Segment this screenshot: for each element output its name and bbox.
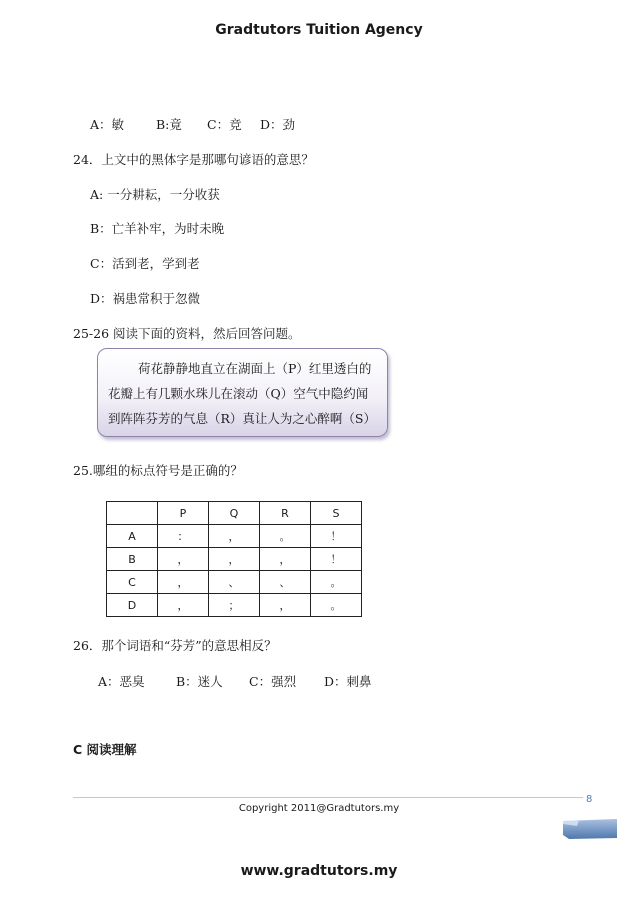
table-cell: ， bbox=[209, 525, 260, 548]
q24-option-b: B：亡羊补牢，为时未晚 bbox=[90, 221, 225, 236]
passage-line-2: 花瓣上有几颗水珠儿在滚动（Q）空气中隐约闻 bbox=[108, 386, 369, 401]
page-header-title: Gradtutors Tuition Agency bbox=[215, 22, 423, 38]
table-cell: ； bbox=[209, 594, 260, 617]
passage-line-3: 到阵阵芬芳的气息（R）真让人为之心醉啊（S） bbox=[108, 411, 376, 426]
table-cell: ， bbox=[158, 571, 209, 594]
q26-question: 26．那个词语和“芬芳”的意思相反？ bbox=[73, 638, 277, 653]
page-corner-decoration-icon bbox=[561, 818, 619, 844]
q23-options bbox=[90, 115, 295, 133]
table-cell: C bbox=[107, 571, 158, 594]
table-cell: 、 bbox=[209, 571, 260, 594]
table-cell: D bbox=[107, 594, 158, 617]
punctuation-table bbox=[106, 501, 362, 617]
section-heading: C 阅读理解 bbox=[73, 742, 137, 757]
footer-divider bbox=[73, 797, 583, 798]
table-cell: ， bbox=[260, 548, 311, 571]
q24-option-c: C：活到老，学到老 bbox=[90, 256, 200, 271]
table-row bbox=[107, 548, 362, 571]
table-cell: ， bbox=[260, 594, 311, 617]
q24-question: 24．上文中的黑体字是那哪句谚语的意思？ bbox=[73, 152, 314, 167]
q26-option-b: B：迷人 bbox=[176, 674, 223, 689]
table-cell: B bbox=[107, 548, 158, 571]
q26-option-d: D：刺鼻 bbox=[324, 674, 372, 689]
table-row bbox=[107, 594, 362, 617]
q23-option-b: B:竟 bbox=[156, 117, 182, 132]
table-row bbox=[107, 525, 362, 548]
q24-option-d: D：祸患常积于忽微 bbox=[90, 291, 201, 306]
q25-26-intro: 25-26 阅读下面的资料，然后回答问题。 bbox=[73, 326, 301, 341]
table-header-cell: R bbox=[260, 502, 311, 525]
q23-option-c: C：竞 bbox=[207, 117, 242, 132]
q26-options bbox=[98, 672, 372, 690]
footer-url: www.gradtutors.my bbox=[240, 863, 398, 879]
table-cell: 。 bbox=[260, 525, 311, 548]
table-cell: 、 bbox=[260, 571, 311, 594]
table-cell: A bbox=[107, 525, 158, 548]
table-cell: ： bbox=[158, 525, 209, 548]
table-cell: ！ bbox=[311, 548, 362, 571]
q24-option-a: A: 一分耕耘，一分收获 bbox=[90, 187, 220, 202]
table-cell: 。 bbox=[311, 571, 362, 594]
table-header-cell: S bbox=[311, 502, 362, 525]
table-header-cell: P bbox=[158, 502, 209, 525]
table-header-cell bbox=[107, 502, 158, 525]
q23-option-a: A：敏 bbox=[90, 117, 125, 132]
passage-line-1: 荷花静静地直立在湖面上（P）红里透白的 bbox=[138, 361, 372, 376]
table-cell: 。 bbox=[311, 594, 362, 617]
passage-box bbox=[97, 348, 388, 437]
q23-option-d: D：劲 bbox=[260, 117, 296, 132]
table-cell: ， bbox=[158, 594, 209, 617]
q26-option-c: C：强烈 bbox=[249, 674, 297, 689]
table-row bbox=[107, 571, 362, 594]
table-cell: ， bbox=[158, 548, 209, 571]
copyright-text: Copyright 2011@Gradtutors.my bbox=[238, 803, 400, 814]
table-header-cell: Q bbox=[209, 502, 260, 525]
table-header-row bbox=[107, 502, 362, 525]
q25-question: 25.哪组的标点符号是正确的？ bbox=[73, 463, 243, 478]
page-number: 8 bbox=[586, 794, 593, 805]
table-cell: ！ bbox=[311, 525, 362, 548]
table-cell: ， bbox=[209, 548, 260, 571]
q26-option-a: A：恶臭 bbox=[98, 674, 145, 689]
